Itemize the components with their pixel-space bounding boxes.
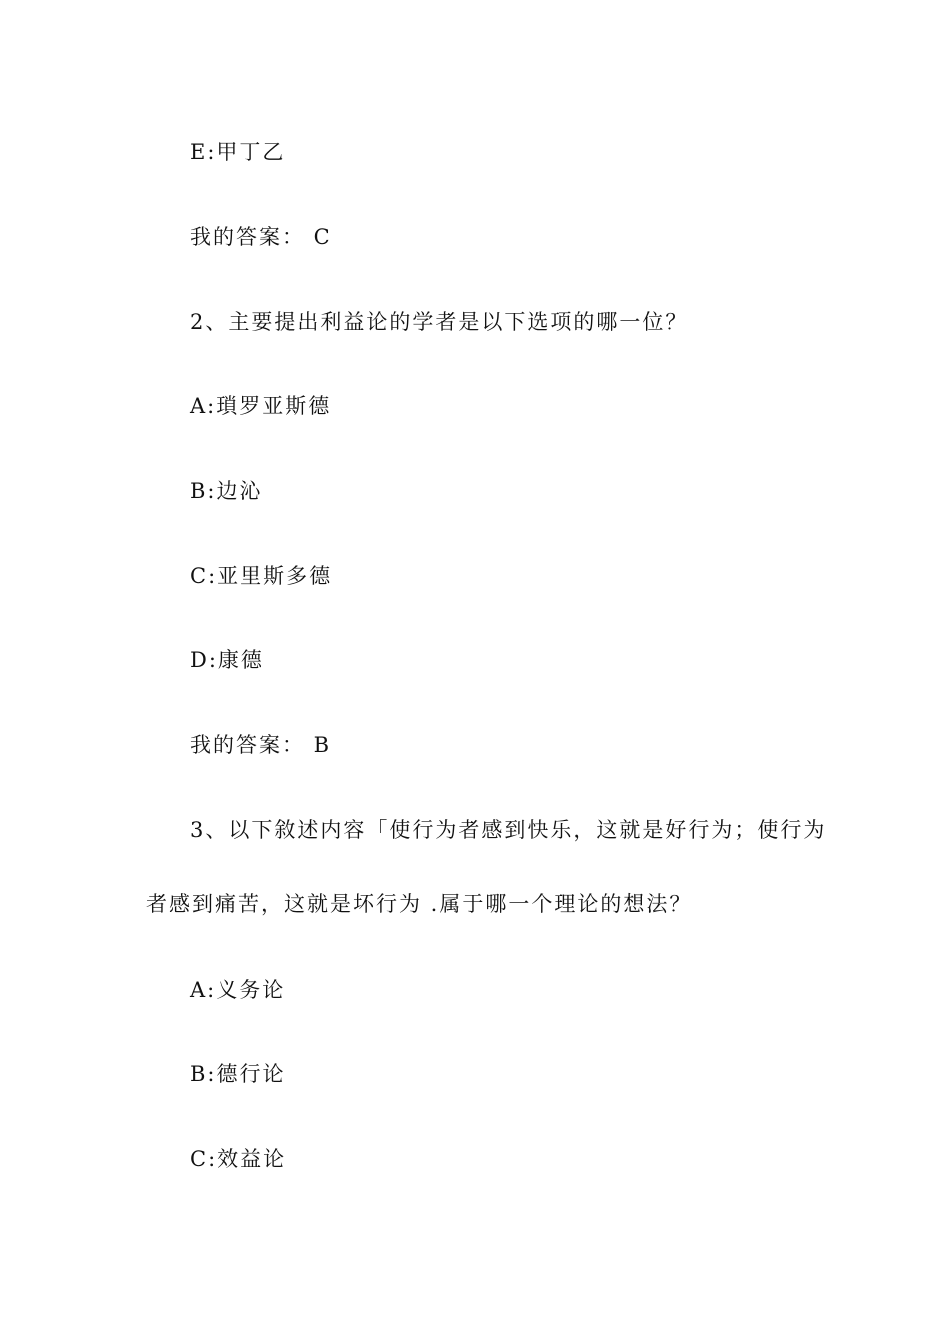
q2-option-a: A:瑣罗亚斯德 [190,394,332,418]
q3-option-a: A:义务论 [190,978,286,1002]
q3-question-line2: 者感到痛苦，这就是坏行为 .属于哪一个理论的想法？ [146,892,693,916]
q3-option-b: B:德行论 [190,1062,286,1086]
q1-my-answer: 我的答案： C [190,225,332,249]
q1-option-e: E:甲丁乙 [190,140,286,164]
q2-option-b: B:边沁 [190,479,263,503]
q2-my-answer: 我的答案： B [190,733,332,757]
q2-option-d: D:康德 [190,648,264,672]
q2-question: 2、主要提出利益论的学者是以下选项的哪一位？ [190,310,689,334]
q2-option-c: C:亚里斯多德 [190,564,333,588]
q3-question-line1: 3、以下敘述内容「使行为者感到快乐，这就是好行为；使行为 [190,818,827,842]
q3-option-c: C:效益论 [190,1147,287,1171]
